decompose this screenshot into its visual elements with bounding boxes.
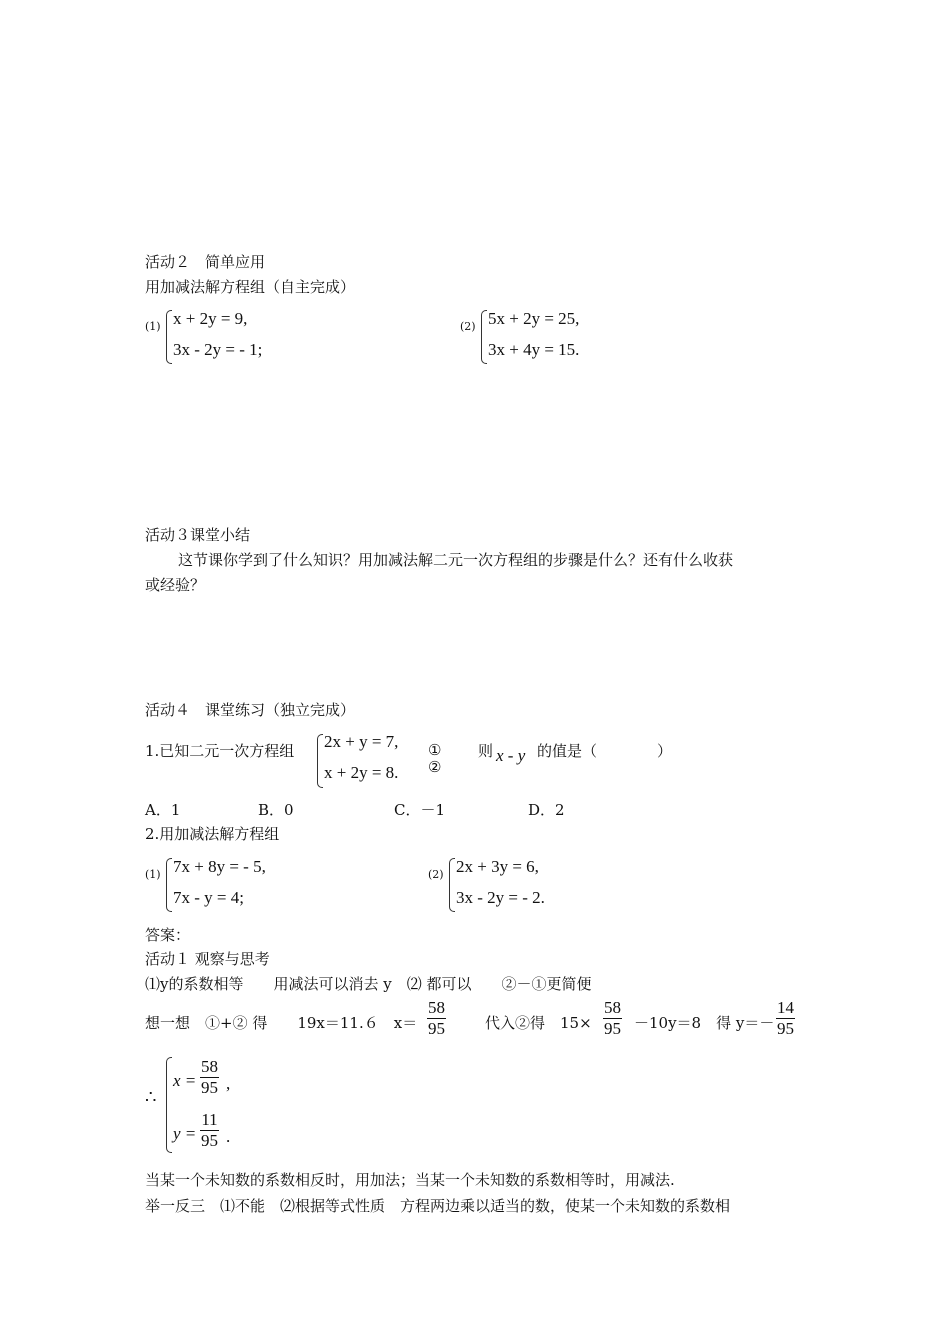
solution-x-label: x = [173,1071,197,1090]
activity4-title: 活动４ 课堂练习（独立完成） [145,701,356,719]
equation-brace [449,858,455,912]
solution-y-period: . [226,1127,231,1146]
equation-brace [166,310,172,364]
question1-suffix: 的值是（ ） [537,742,673,760]
equation-line: 7x - y = 4; [173,888,244,907]
denominator: 95 [777,1019,794,1038]
option-b: B．0 [258,801,294,819]
numerator: 58 [428,998,445,1017]
solution-x-comma: , [226,1074,231,1093]
therefore-symbol: ∴ [145,1087,157,1108]
answer-line-1: ⑴y的系数相等 用减法可以消去 y ⑵ 都可以 ②－①更简便 [145,975,592,993]
fraction-x [427,998,446,1039]
solution-y-fraction [200,1110,219,1151]
problem-label: (1) [145,320,161,333]
equation-brace [166,858,172,912]
fraction-substitute [603,998,622,1039]
equation-line: 7x + 8y = - 5, [173,857,266,876]
fraction-y [776,998,795,1039]
solution-x-fraction [200,1057,219,1098]
circled-two: ② [428,758,442,776]
think-line: 想一想 ①+② 得 19x＝11.６ x＝ [145,1014,418,1032]
denominator: 95 [201,1078,218,1097]
question1-text: 1.已知二元一次方程组 [145,742,295,760]
equation-line: 2x + 3y = 6, [456,857,539,876]
option-c: C．－1 [394,801,446,819]
activity1-title: 活动１ 观察与思考 [145,950,270,968]
question2-title: 2.用加减法解方程组 [145,825,280,843]
problem-label: (1) [145,868,161,881]
option-a: A．1 [145,801,181,819]
solution-y-label: y = [173,1124,197,1143]
problem-label: (2) [428,868,444,881]
activity2-title: 活动２ 简单应用 [145,253,266,271]
question1-expression: x - y [496,746,526,765]
equation-line: 3x - 2y = - 2. [456,888,545,907]
question1-then: 则 [478,742,494,760]
equation-line: 3x - 2y = - 1; [173,340,263,359]
equation-brace [481,310,487,364]
equation-line: x + 2y = 9, [173,309,248,328]
equation-line: 2x + y = 7, [324,732,399,751]
rule-sentence: 当某一个未知数的系数相反时，用加法；当某一个未知数的系数相等时，用减法. [145,1171,675,1189]
activity3-paragraph-cont: 或经验？ [145,576,206,594]
denominator: 95 [428,1019,445,1038]
extension-sentence: 举一反三 ⑴不能 ⑵根据等式性质 方程两边乘以适当的数，使某一个未知数的系数相 [145,1197,731,1215]
substitute-rest: －10y＝8 得 y＝－ [634,1014,775,1032]
option-d: D．2 [528,801,565,819]
numerator: 14 [777,998,794,1017]
equation-brace [317,734,323,788]
activity2-subtitle: 用加减法解方程组（自主完成） [145,278,356,296]
equation-line: 3x + 4y = 15. [488,340,580,359]
equation-line: x + 2y = 8. [324,763,399,782]
activity3-paragraph: 这节课你学到了什么知识？用加减法解二元一次方程组的步骤是什么？还有什么收获 [178,551,734,569]
denominator: 95 [604,1019,621,1038]
circled-one: ① [428,741,442,759]
problem-label: (2) [460,320,476,333]
equation-line: 5x + 2y = 25, [488,309,580,328]
substitute-text: 代入②得 15× [485,1014,592,1032]
numerator: 58 [604,998,621,1017]
activity3-title: 活动３课堂小结 [145,526,251,544]
numerator: 11 [201,1110,218,1129]
numerator: 58 [201,1057,218,1076]
denominator: 95 [201,1131,218,1150]
solution-brace [166,1057,172,1153]
answers-title: 答案： [145,926,191,944]
